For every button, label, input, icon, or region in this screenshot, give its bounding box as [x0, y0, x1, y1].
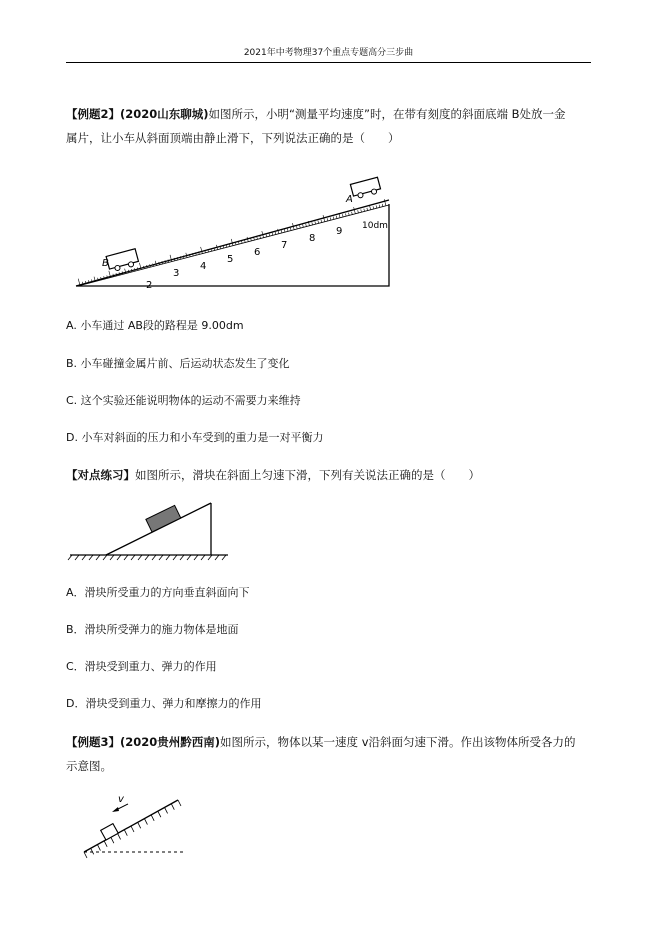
ruler-edge — [78, 205, 389, 286]
hatch-mark — [118, 833, 121, 839]
tick-label-5: 5 — [227, 254, 234, 265]
example2-line2: 属片，让小车从斜面顶端由静止滑下，下列说法正确的是（ ） — [66, 131, 400, 145]
example3-line1 — [66, 730, 596, 754]
hatch-mark — [171, 804, 174, 810]
ruler-tick — [354, 207, 356, 214]
ruler-tick — [330, 217, 331, 220]
ruler-tick — [150, 264, 151, 267]
ruler-tick — [260, 236, 261, 239]
sliding-block — [146, 505, 181, 532]
label-b: B — [102, 258, 109, 269]
hatch-mark — [131, 826, 134, 832]
hatch-mark — [151, 815, 154, 821]
hatch-mark — [124, 555, 128, 560]
ruler-tick — [269, 233, 270, 236]
example3-text1: 如图所示，物体以某一速度 v沿斜面匀速下滑。作出该物体所受各力的 — [220, 735, 576, 749]
sliding-block-figure — [66, 495, 236, 565]
ruler-tick — [272, 233, 273, 236]
page-header — [66, 46, 591, 63]
hatch-mark — [89, 555, 93, 560]
hatch-mark — [194, 555, 198, 560]
ruler-tick — [201, 247, 203, 254]
moving-block — [101, 824, 119, 840]
example2-option-a: A. 小车通过 AB段的路程是 9.00dm — [66, 319, 244, 332]
hatch-mark — [91, 848, 94, 854]
hatch-mark — [103, 555, 107, 560]
ruler-tick — [315, 221, 316, 224]
ruler-tick — [303, 225, 304, 228]
ruler-tick — [318, 221, 319, 224]
ruler-tick — [144, 266, 145, 269]
ruler-tick — [131, 269, 132, 272]
hatch-mark — [215, 555, 219, 560]
hatch-mark — [208, 555, 212, 560]
ruler-tick — [336, 216, 337, 219]
tick-label-9: 9 — [336, 226, 343, 237]
ruler-tick — [287, 229, 288, 232]
label-a: A — [346, 194, 353, 205]
practice-option-a: A．滑块所受重力的方向垂直斜面向下 — [66, 586, 250, 599]
hatch-mark — [152, 555, 156, 560]
ruler-tick — [155, 261, 156, 266]
ruler-tick — [333, 217, 334, 220]
example2-option-c: C. 这个实验还能说明物体的运动不需要力来维持 — [66, 394, 301, 407]
header-title: 2021年中考物理37个重点专题高分三步曲 — [243, 48, 414, 58]
hatch-mark — [144, 819, 147, 825]
ruler-tick — [297, 226, 298, 229]
example2-stem — [66, 102, 596, 150]
hatch-mark — [131, 555, 135, 560]
hatch-mark — [138, 822, 141, 828]
ruler-tick — [290, 228, 291, 231]
velocity-label: v — [118, 794, 124, 805]
practice-option-c: C．滑块受到重力、弹力的作用 — [66, 660, 217, 673]
hatch-mark — [159, 555, 163, 560]
hatch-mark — [178, 800, 181, 806]
hatch-mark — [187, 555, 191, 560]
tick-label-6: 6 — [254, 247, 261, 258]
example3-source: (2020贵州黔西南) — [120, 735, 221, 749]
tick-label-10dm: 10dm — [362, 221, 388, 231]
tick-label-7: 7 — [281, 240, 288, 251]
ruler-tick — [275, 232, 276, 235]
example2-option-b: B. 小车碰撞金属片前、后运动状态发生了变化 — [66, 357, 290, 370]
example2-line1 — [66, 102, 596, 126]
hatch-mark — [110, 555, 114, 560]
example2-text1: 如图所示，小明“测量平均速度”时，在带有刻度的斜面底端 B处放一金 — [208, 107, 566, 121]
hatch-mark — [97, 845, 100, 851]
hatch-mark — [180, 555, 184, 560]
ruler-tick — [281, 230, 282, 233]
ruler-tick — [312, 222, 313, 225]
practice-stem — [66, 463, 596, 487]
hatch-mark — [145, 555, 149, 560]
ruler-tick — [128, 270, 129, 273]
tick-label-3: 3 — [173, 268, 180, 279]
hatch-mark — [82, 555, 86, 560]
hatch-mark — [173, 555, 177, 560]
practice-option-b: B．滑块所受弹力的施力物体是地面 — [66, 623, 239, 636]
example3-tag: 【例题3】 — [66, 735, 121, 749]
hatch-mark — [68, 555, 72, 560]
ruler-tick — [137, 267, 138, 270]
example2-source: (2020山东聊城) — [120, 107, 209, 121]
ruler-tick — [159, 262, 160, 265]
ruler-tick — [266, 234, 267, 237]
hatch-mark — [158, 811, 161, 817]
hatch-mark — [165, 807, 168, 813]
tick-label-8: 8 — [309, 233, 316, 244]
ruler-tick — [300, 225, 301, 228]
tick-label-2: 2 — [146, 280, 153, 291]
hatch-mark — [117, 555, 121, 560]
hatch-mark — [201, 555, 205, 560]
hatch-mark — [104, 841, 107, 847]
example3-stem — [66, 730, 596, 778]
example3-line2: 示意图。 — [66, 759, 112, 773]
ruler-tick — [327, 218, 328, 221]
incline-ruler-figure — [66, 172, 396, 294]
hatch-mark — [222, 555, 226, 560]
practice-tag: 【对点练习】 — [66, 468, 135, 482]
velocity-arrowhead — [112, 807, 119, 812]
ruler-tick — [321, 220, 322, 223]
hatch-mark — [166, 555, 170, 560]
velocity-block-figure — [66, 790, 196, 860]
ruler-tick — [134, 268, 135, 271]
example2-option-d: D. 小车对斜面的压力和小车受到的重力是一对平衡力 — [66, 431, 324, 444]
ruler-tick — [153, 264, 154, 267]
ruler-tick — [147, 265, 148, 268]
incline-hatch — [84, 800, 181, 858]
ruler-tick-labels — [146, 221, 388, 291]
hatch-mark — [75, 555, 79, 560]
practice-text: 如图所示，滑块在斜面上匀速下滑，下列有关说法正确的是（ ） — [135, 468, 480, 482]
hatch-mark — [111, 837, 114, 843]
ground-hatch — [68, 555, 226, 560]
hatch-mark — [96, 555, 100, 560]
cart-a — [350, 177, 381, 199]
hatch-mark — [84, 852, 87, 858]
ruler-tick — [257, 236, 258, 239]
ruler-tick — [284, 229, 285, 232]
example2-tag: 【例题2】 — [66, 107, 121, 121]
hatch-mark — [124, 830, 127, 836]
ruler-tick — [254, 237, 255, 240]
practice-option-d: D．滑块受到重力、弹力和摩擦力的作用 — [66, 697, 262, 710]
hatch-mark — [138, 555, 142, 560]
tick-label-4: 4 — [200, 261, 207, 272]
ruler-tick — [306, 224, 307, 227]
